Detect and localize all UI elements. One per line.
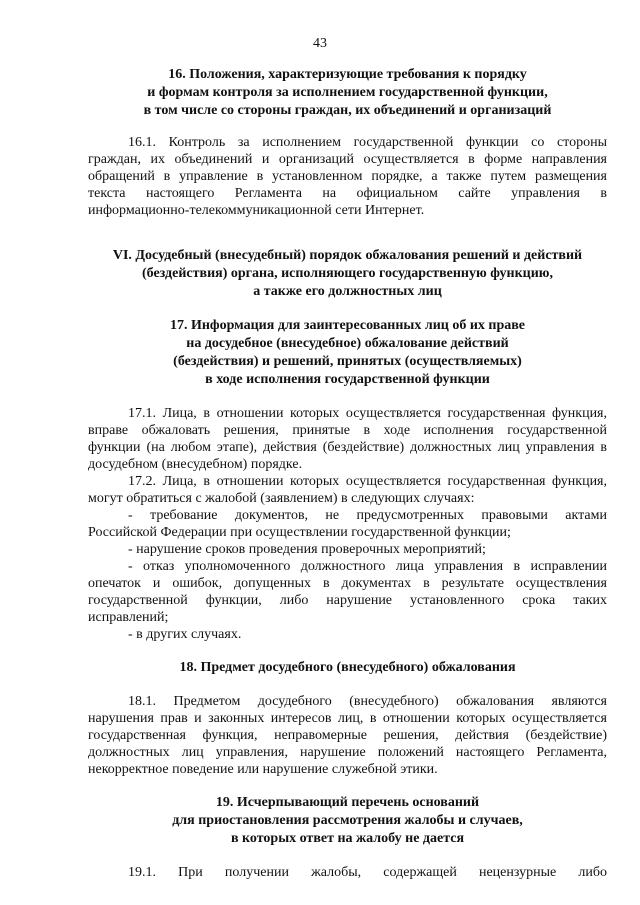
heading-line: 16. Положения, характеризующие требования к порядку (168, 67, 527, 82)
list-item-17-2-2 (88, 541, 607, 558)
section-17-heading (88, 317, 607, 389)
paragraph-18-1 (88, 693, 607, 778)
heading-line: в которых ответ на жалобу не дается (230, 831, 465, 846)
paragraph-16-1 (88, 134, 607, 219)
text-line: функции (на любом этапе), действия (бездействие) должностных лиц управления в (88, 440, 607, 455)
list-item-17-2-4 (88, 626, 607, 643)
heading-line: на досудебное (внесудебное) обжалование действий (186, 336, 509, 351)
heading-line: а также его должностных лиц (253, 284, 442, 299)
paragraph-17-2 (88, 473, 607, 507)
text-line: - отказ уполномоченного должностного лица управления в исправлении (128, 559, 607, 574)
text-line: досудебном (внесудебном) порядке. (88, 457, 303, 472)
text-line: обращений в управление в установленном порядке, а также путем размещения (88, 169, 607, 184)
text-line: Российской Федерации при осуществлении государственной функции; (88, 525, 511, 540)
heading-line: (бездействия) и решений, принятых (осуществляемых) (173, 354, 522, 369)
heading-line: в ходе исполнения государственной функции (205, 372, 490, 387)
text-line: некорректное поведение или нарушение служебной этики. (88, 762, 438, 777)
heading-line: 19. Исчерпывающий перечень оснований (215, 795, 480, 810)
text-line: 17.1. Лица, в отношении которых осуществляется государственная функция, (128, 406, 607, 421)
heading-line: в том числе со стороны граждан, их объединений и организаций (143, 103, 552, 118)
text-line: могут обратиться с жалобой (заявлением) в следующих случаях: (88, 491, 475, 506)
text-line: государственной функции, либо нарушение установленного срока таких (88, 593, 607, 608)
text-line: должностных лиц управления, нарушение положений настоящего Регламента, (88, 745, 607, 760)
section-16-heading (88, 66, 607, 120)
text-line: - в других случаях. (128, 627, 242, 642)
text-line: государственная функция, неправомерные решения, действия (бездействие) (88, 728, 607, 743)
heading-line: и формам контроля за исполнением государственной функции, (147, 85, 548, 100)
text-line: нарушения прав и законных интересов лиц, в отношении которых осуществляется (88, 711, 607, 726)
heading-line: VI. Досудебный (внесудебный) порядок обжалования решений и действий (112, 248, 583, 263)
paragraph-17-1 (88, 405, 607, 473)
heading-line: для приостановления рассмотрения жалобы и случаев, (172, 813, 523, 828)
heading-line: 18. Предмет досудебного (внесудебного) обжалования (179, 660, 516, 675)
text-line: 18.1. Предметом досудебного (внесудебного) обжалования являются (128, 694, 607, 709)
section-18-heading (88, 659, 607, 677)
section-19-heading (88, 794, 607, 848)
page-number: 43 (313, 36, 327, 51)
text-line: - нарушение сроков проведения проверочных мероприятий; (128, 542, 486, 557)
text-line: информационно-телекоммуникационной сети Интернет. (88, 203, 425, 218)
list-item-17-2-3 (88, 558, 607, 626)
text-line: текста настоящего Регламента на официальном сайте управления в (88, 186, 607, 201)
text-line: 19.1. При получении жалобы, содержащей нецензурные либо (128, 865, 607, 880)
text-line: опечаток и ошибок, допущенных в документах в результате осуществления (88, 576, 607, 591)
text-line: исправлений; (88, 610, 169, 625)
text-line: вправе обжаловать решения, принятые в ходе исполнения государственной (88, 423, 607, 438)
heading-line: 17. Информация для заинтересованных лиц об их праве (169, 318, 526, 333)
document-body (88, 66, 607, 881)
text-line: - требование документов, не предусмотренных правовыми актами (128, 508, 607, 523)
paragraph-19-1 (88, 864, 607, 881)
heading-line: (бездействия) органа, исполняющего государственную функцию, (141, 266, 553, 281)
chapter-6-heading (88, 247, 607, 301)
text-line: 16.1. Контроль за исполнением государственной функции со стороны (128, 135, 607, 150)
list-item-17-2-1 (88, 507, 607, 541)
text-line: граждан, их объединений и организаций осуществляется в форме направления (88, 152, 607, 167)
text-line: 17.2. Лица, в отношении которых осуществляется государственная функция, (128, 474, 607, 489)
